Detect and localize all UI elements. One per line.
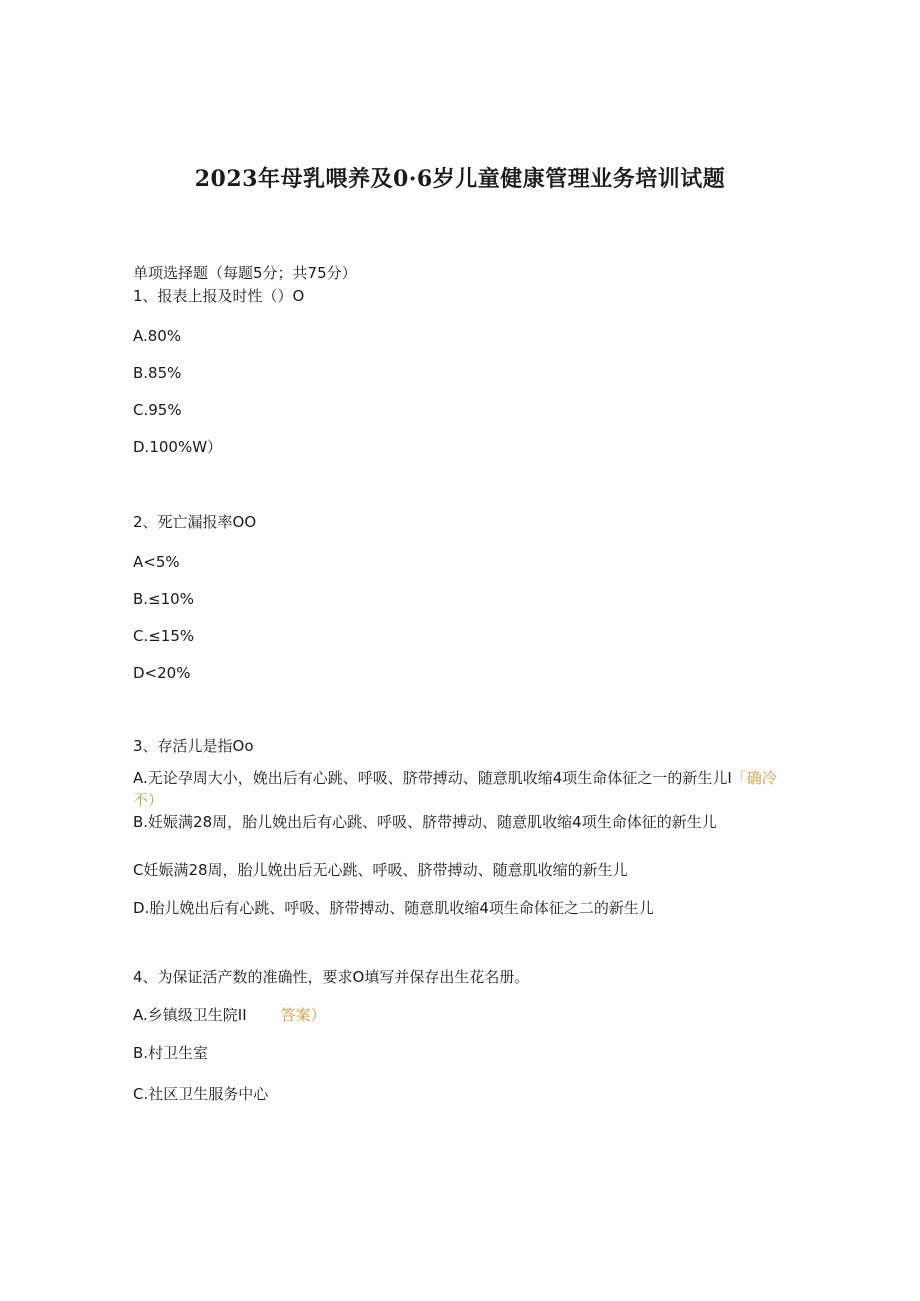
page-title: 2023年母乳喂养及0·6岁儿童健康管理业务培训试题 [194, 166, 726, 192]
question-2-option-a: A<5% [133, 553, 180, 571]
question-4-option-c: C.社区卫生服务中心 [133, 1085, 269, 1103]
question-4-option-a-text: A.乡镇级卫生院II [133, 1006, 247, 1024]
question-2-stem: 2、死亡漏报率OO [133, 513, 257, 531]
question-3-option-d: D.胎儿娩出后有心跳、呼吸、脐带搏动、随意肌收缩4项生命体征之二的新生儿 [133, 899, 654, 917]
question-4-option-a [133, 1004, 326, 1026]
question-1-option-d: D.100%W） [133, 438, 223, 456]
question-2-option-b: B.≤10% [133, 590, 194, 608]
section-heading: 单项选择题（每题5分；共75分） [133, 264, 357, 282]
question-1-option-b: B.85% [133, 364, 182, 382]
question-1-stem: 1、报表上报及时性（）O [133, 287, 305, 305]
question-1-option-a: A.80% [133, 327, 182, 345]
question-3-option-b: B.妊娠满28周，胎儿娩出后有心跳、呼吸、脐带搏动、随意肌收缩4项生命体征的新生儿 [133, 813, 717, 831]
question-3-option-c: C妊娠满28周，胎儿娩出后无心跳、呼吸、脐带搏动、随意肌收缩的新生儿 [133, 861, 628, 879]
question-4-option-b: B.村卫生室 [133, 1044, 209, 1062]
question-2-option-d: D<20% [133, 664, 191, 682]
question-2-option-c: C.≤15% [133, 627, 195, 645]
question-3-stem: 3、存活儿是指Oo [133, 737, 254, 755]
question-4-stem: 4、为保证活产数的准确性，要求O填写并保存出生花名册。 [133, 968, 530, 986]
question-4-option-a-note: 答案） [280, 1006, 326, 1024]
question-3-option-a-text: A.无论孕周大小，娩出后有心跳、呼吸、脐带搏动、随意肌收缩4项生命体征之一的新生儿I [133, 769, 732, 787]
question-1-option-c: C.95% [133, 401, 182, 419]
question-3-option-a-note: 「确冷不） [133, 769, 777, 809]
question-3-option-a [133, 767, 783, 811]
